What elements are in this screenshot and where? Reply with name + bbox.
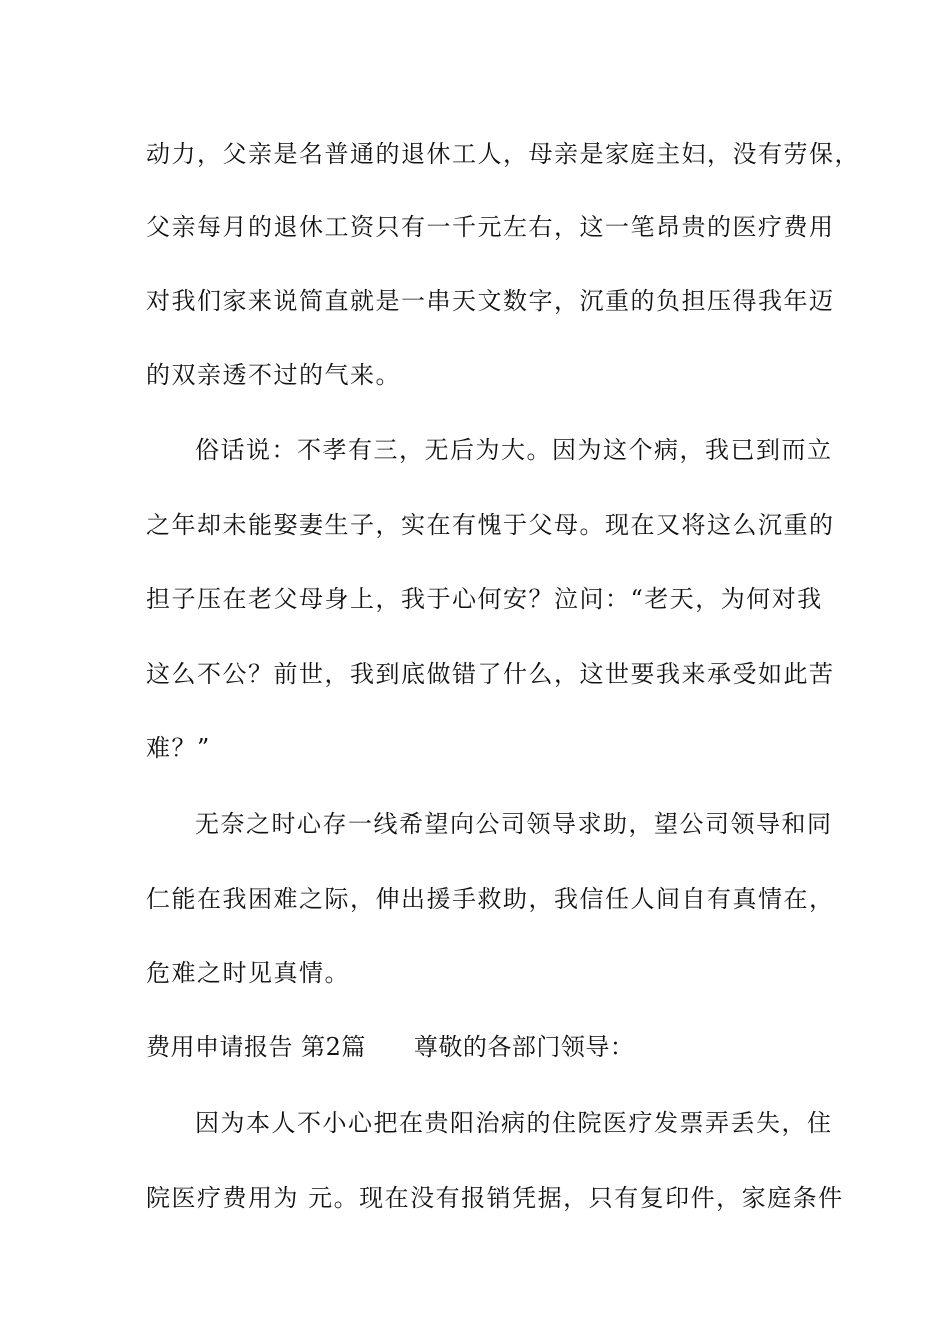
- paragraph-line: 动力，父亲是名普通的退休工人，母亲是家庭主妇，没有劳保，: [146, 140, 860, 168]
- paragraph-line: 之年却未能娶妻生子，实在有愧于父母。现在又将这么沉重的: [146, 511, 835, 539]
- paragraph-line: 无奈之时心存一线希望向公司领导求助，望公司领导和同: [195, 810, 833, 838]
- paragraph-line: 这么不公？前世，我到底做错了什么，这世要我来承受如此苦: [146, 660, 835, 688]
- paragraph-line: 父亲每月的退休工资只有一千元左右，这一笔昂贵的医疗费用: [146, 213, 835, 241]
- salutation: 尊敬的各部门领导：: [413, 1033, 635, 1061]
- section-title: 费用申请报告 第2篇: [146, 1033, 366, 1061]
- paragraph-line: 难？”: [146, 734, 211, 762]
- paragraph-line: 的双亲透不过的气来。: [146, 361, 401, 389]
- paragraph-line: 因为本人不小心把在贵阳治病的住院医疗发票弄丢失，住: [195, 1109, 833, 1137]
- paragraph-line: 担子压在老父母身上，我于心何安？泣问：“老天，为何对我: [146, 585, 823, 613]
- paragraph-line: 院医疗费用为 元。现在没有报销凭据，只有复印件，家庭条件: [146, 1184, 844, 1212]
- section-heading: [146, 1031, 826, 1063]
- paragraph-line: 危难之时见真情。: [146, 959, 350, 987]
- paragraph-line: 俗话说：不孝有三，无后为大。因为这个病，我已到而立: [195, 436, 833, 464]
- paragraph-line: 对我们家来说简直就是一串天文数字，沉重的负担压得我年迈: [146, 287, 835, 315]
- paragraph-line: 仁能在我困难之际，伸出援手救助，我信任人间自有真情在，: [146, 885, 835, 913]
